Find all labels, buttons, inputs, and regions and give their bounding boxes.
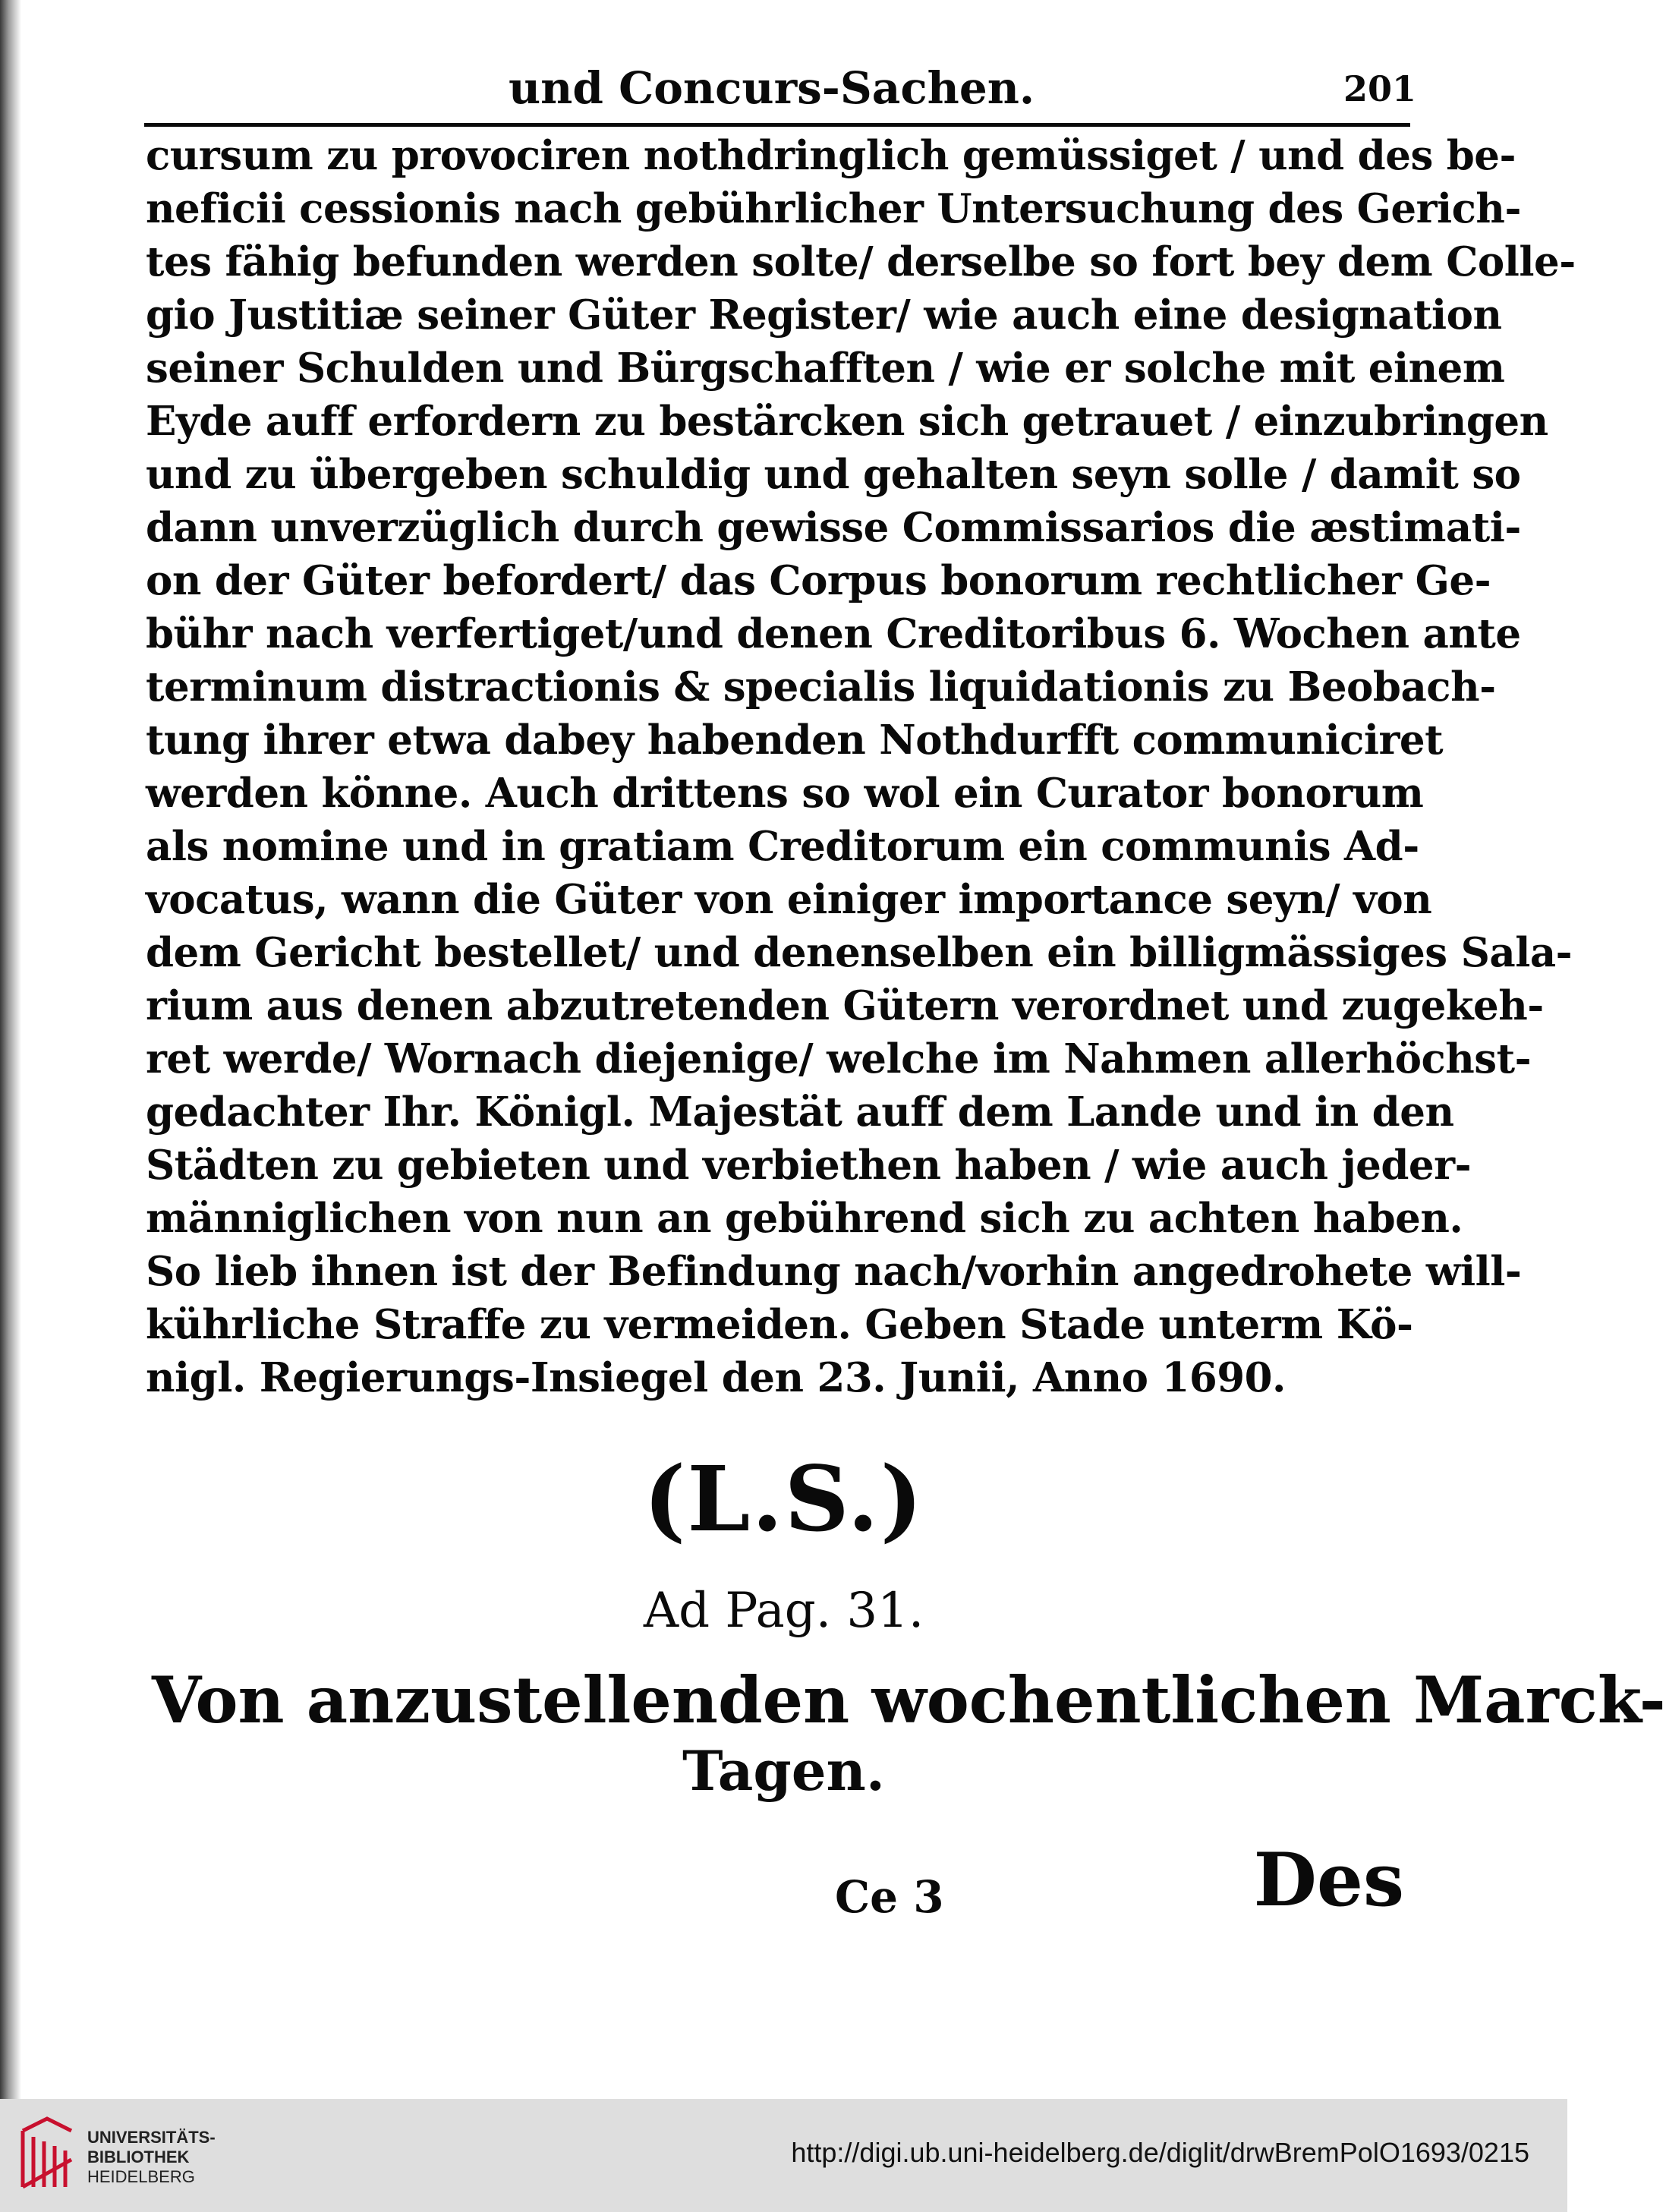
signature-mark: Ce 3 — [835, 1871, 944, 1923]
text-line: werden könne. Auch drittens so wol ein Curator bonorum — [146, 770, 1424, 817]
library-name-line: UNIVERSITÄTS- — [87, 2128, 216, 2147]
text-line: ret werde/ Wornach diejenige/ welche im Nahmen allerhöchst- — [146, 1035, 1532, 1082]
text-line: tung ihrer etwa dabey habenden Nothdurfft communiciret — [146, 717, 1444, 764]
text-line: gio Justitiæ seiner Güter Register/ wie auch eine designation — [146, 291, 1502, 339]
page-header — [144, 62, 1416, 123]
footer-bar — [0, 2099, 1567, 2212]
text-line: rium aus denen abzutretenden Gütern verordnet und zugekeh- — [146, 982, 1544, 1029]
text-line: Städten zu gebieten und verbiethen haben / wie auch jeder- — [146, 1142, 1472, 1189]
text-line: tes fähig befunden werden solte/ derselbe so fort bey dem Colle- — [146, 238, 1576, 285]
section-title-continuation: Tagen. — [682, 1738, 885, 1803]
page-number: 201 — [1343, 68, 1416, 109]
text-line: neficii cessionis nach gebührlicher Untersuchung des Gerich- — [146, 185, 1521, 232]
text-line: kührliche Straffe zu vermeiden. Geben Stade unterm Kö- — [146, 1301, 1413, 1348]
section-title: Von anzustellenden wochentlichen Marck- — [152, 1662, 1666, 1738]
library-name-line: HEIDELBERG — [87, 2167, 195, 2186]
text-line: männiglichen von nun an gebührend sich zu achten haben. — [146, 1195, 1463, 1242]
catchword: Des — [1253, 1837, 1404, 1923]
text-line: So lieb ihnen ist der Befindung nach/vorhin angedrohete will- — [146, 1248, 1522, 1295]
text-line: dem Gericht bestellet/ und denenselben ein billigmässiges Sala- — [146, 929, 1573, 976]
text-line: als nomine und in gratiam Creditorum ein communis Ad- — [146, 823, 1419, 870]
text-line: Eyde auff erfordern zu bestärcken sich getrauet / einzubringen — [146, 398, 1548, 445]
library-logo-icon — [17, 2114, 77, 2194]
text-line: seiner Schulden und Bürgschafften / wie er solche mit einem — [146, 345, 1505, 392]
text-line: und zu übergeben schuldig und gehalten seyn solle / damit so — [146, 451, 1521, 498]
body-text — [146, 129, 1576, 1404]
source-url-link[interactable]: http://digi.ub.uni-heidelberg.de/diglit/drwBremPolO1693/0215 — [791, 2137, 1529, 2168]
text-line: on der Güter befordert/ das Corpus bonorum rechtlicher Ge- — [146, 557, 1491, 604]
text-line: terminum distractionis & specialis liquidationis zu Beobach- — [146, 663, 1496, 711]
text-line: nigl. Regierungs-Insiegel den 23. Junii, Anno 1690. — [146, 1354, 1286, 1401]
library-name-line: BIBLIOTHEK — [87, 2147, 190, 2166]
text-line: vocatus, wann die Güter von einiger importance seyn/ von — [146, 876, 1432, 923]
text-line: gedachter Ihr. Königl. Majestät auff dem Lande und in den — [146, 1089, 1454, 1136]
text-line: dann unverzüglich durch gewisse Commissarios die æstimati- — [146, 504, 1521, 551]
header-rule — [144, 123, 1410, 127]
library-name — [87, 2128, 216, 2187]
running-title: und Concurs-Sachen. — [509, 62, 1035, 114]
text-line: cursum zu provociren nothdringlich gemüssiget / und des be- — [146, 132, 1516, 179]
page-reference: Ad Pag. 31. — [643, 1583, 924, 1639]
seal-mark: (L.S.) — [643, 1446, 924, 1552]
text-line: bühr nach verfertiget/und denen Creditoribus 6. Wochen ante — [146, 610, 1521, 657]
